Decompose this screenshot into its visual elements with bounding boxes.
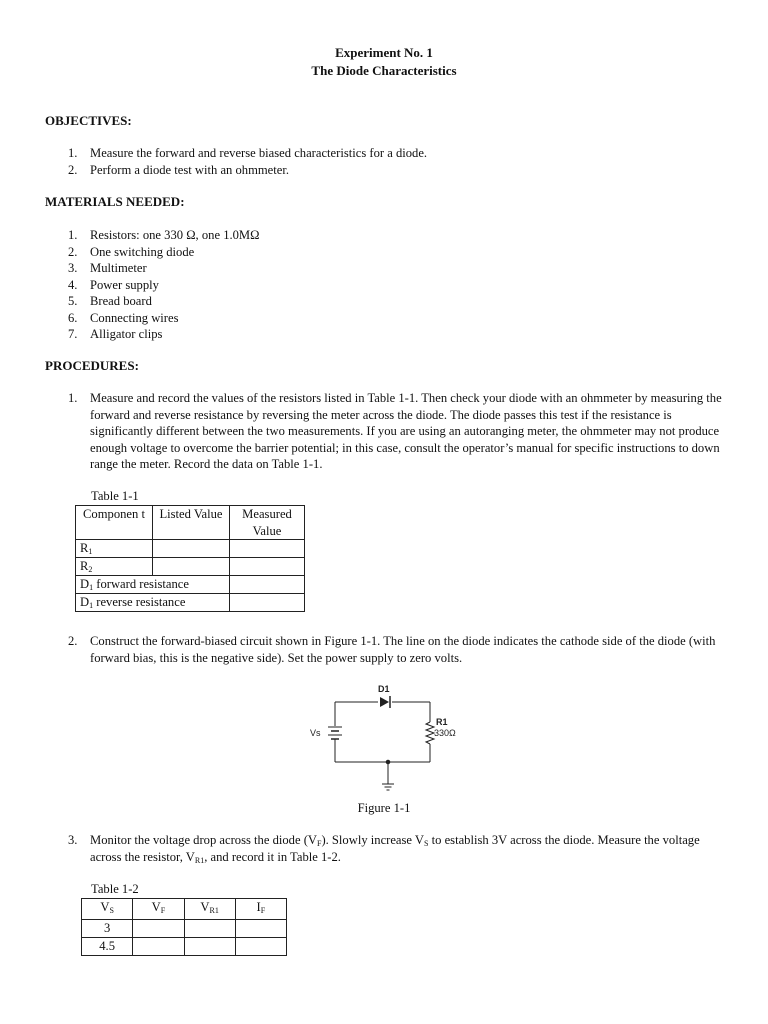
table-row [76,576,305,594]
objectives-list [45,145,745,178]
objectives-heading: OBJECTIVES: [45,113,132,128]
list-item: 7. Alligator clips [68,327,163,341]
procedure-step-2: 2. Construct the forward-biased circuit shown in Figure 1-1. The line on the diode indicates the cathode side of the diode (with forward bias, this is the negative side). Set the power supply to zero volts. [68,634,716,665]
experiment-title: The Diode Characteristics [311,63,457,78]
list-item: 6. Connecting wires [68,310,179,325]
table-cell [235,920,286,938]
table-header-row [82,899,287,920]
table-row [76,558,305,576]
table-cell [153,558,230,576]
diode-label: D1 [378,684,390,694]
table-header-cell: Componen t [76,506,153,540]
list-item: 5. Bread board [68,294,152,308]
table-header-cell: $V_{R1}$ [184,899,235,920]
procedure-step-3: 3. Monitor the voltage drop across the diode $(V_F)$. Slowly increase $V_S$ to establish 3V across the diode. Measure the voltage across the resistor, $V_{R1}$, and record it in Table 1-2. [68,833,700,865]
table-cell: 3 [82,920,133,938]
table-cell: $R_2$ [76,558,153,576]
table-cell: 4.5 [82,938,133,956]
list-item: 3. Multimeter [68,261,147,275]
table-cell [133,920,184,938]
table-cell [133,938,184,956]
resistor-value: 330Ω [434,728,456,738]
list-item: 2. Perform a diode test with an ohmmeter. [68,162,290,177]
source-label: Vs [310,728,321,738]
procedures-heading: PROCEDURES: [45,358,139,373]
list-item: 4. Power supply [68,277,159,292]
list-item: 1. Resistors: one 330 Ω, one 1.0MΩ [68,228,260,242]
table-header-row [76,506,305,540]
table-1-2-caption: Table 1-2 [91,882,139,896]
table-header-cell: Measured Value [230,506,305,540]
table-cell: $D_1$ reverse resistance [76,594,230,612]
resistor-symbol [426,722,434,744]
table-header-cell: $V_F$ [133,899,184,920]
table-1-1-caption: Table 1-1 [91,489,139,503]
list-item: 1. Measure the forward and reverse biased characteristics for a diode. [68,146,428,160]
list-item: 2. One switching diode [68,244,195,259]
table-1-1 [75,505,305,612]
table-row [76,540,305,558]
resistor-label: R1 [436,717,448,727]
table-cell: $D_1$ forward resistance [76,576,230,594]
materials-heading: MATERIALS NEEDED: [45,194,185,209]
battery-symbol [328,727,342,739]
table-row [82,920,287,938]
table-cell [230,594,305,612]
circuit-diagram [300,680,480,795]
table-cell [184,920,235,938]
experiment-number: Experiment No. 1 [335,45,433,60]
table-row [82,938,287,956]
table-cell [184,938,235,956]
materials-list [45,227,745,343]
table-row [76,594,305,612]
procedure-step-1: 1. Measure and record the values of the resistors listed in Table 1-1. Then check your diode with an ohmmeter by measuring the forward and reverse resistance by reversing the meter across the diode. The diode passes this test if the resistance is significantly different between the two measurements. If you are using an autoranging meter, the ohmmeter may not produce enough voltage to overcome the barrier potential; in this case, consult the operator’s manual for specific instructions to down range the meter. Record the data on Table 1-1. [68,391,722,471]
table-1-2 [81,898,287,956]
table-header-cell: $V_S$ [82,899,133,920]
table-cell [230,540,305,558]
table-cell [235,938,286,956]
table-cell [153,540,230,558]
table-cell [230,558,305,576]
table-header-cell: $I_F$ [235,899,286,920]
figure-1-1-caption: Figure 1-1 [357,801,411,815]
table-header-cell: Listed Value [153,506,230,540]
table-cell [230,576,305,594]
table-cell: $R_1$ [76,540,153,558]
diode-symbol [380,696,390,708]
